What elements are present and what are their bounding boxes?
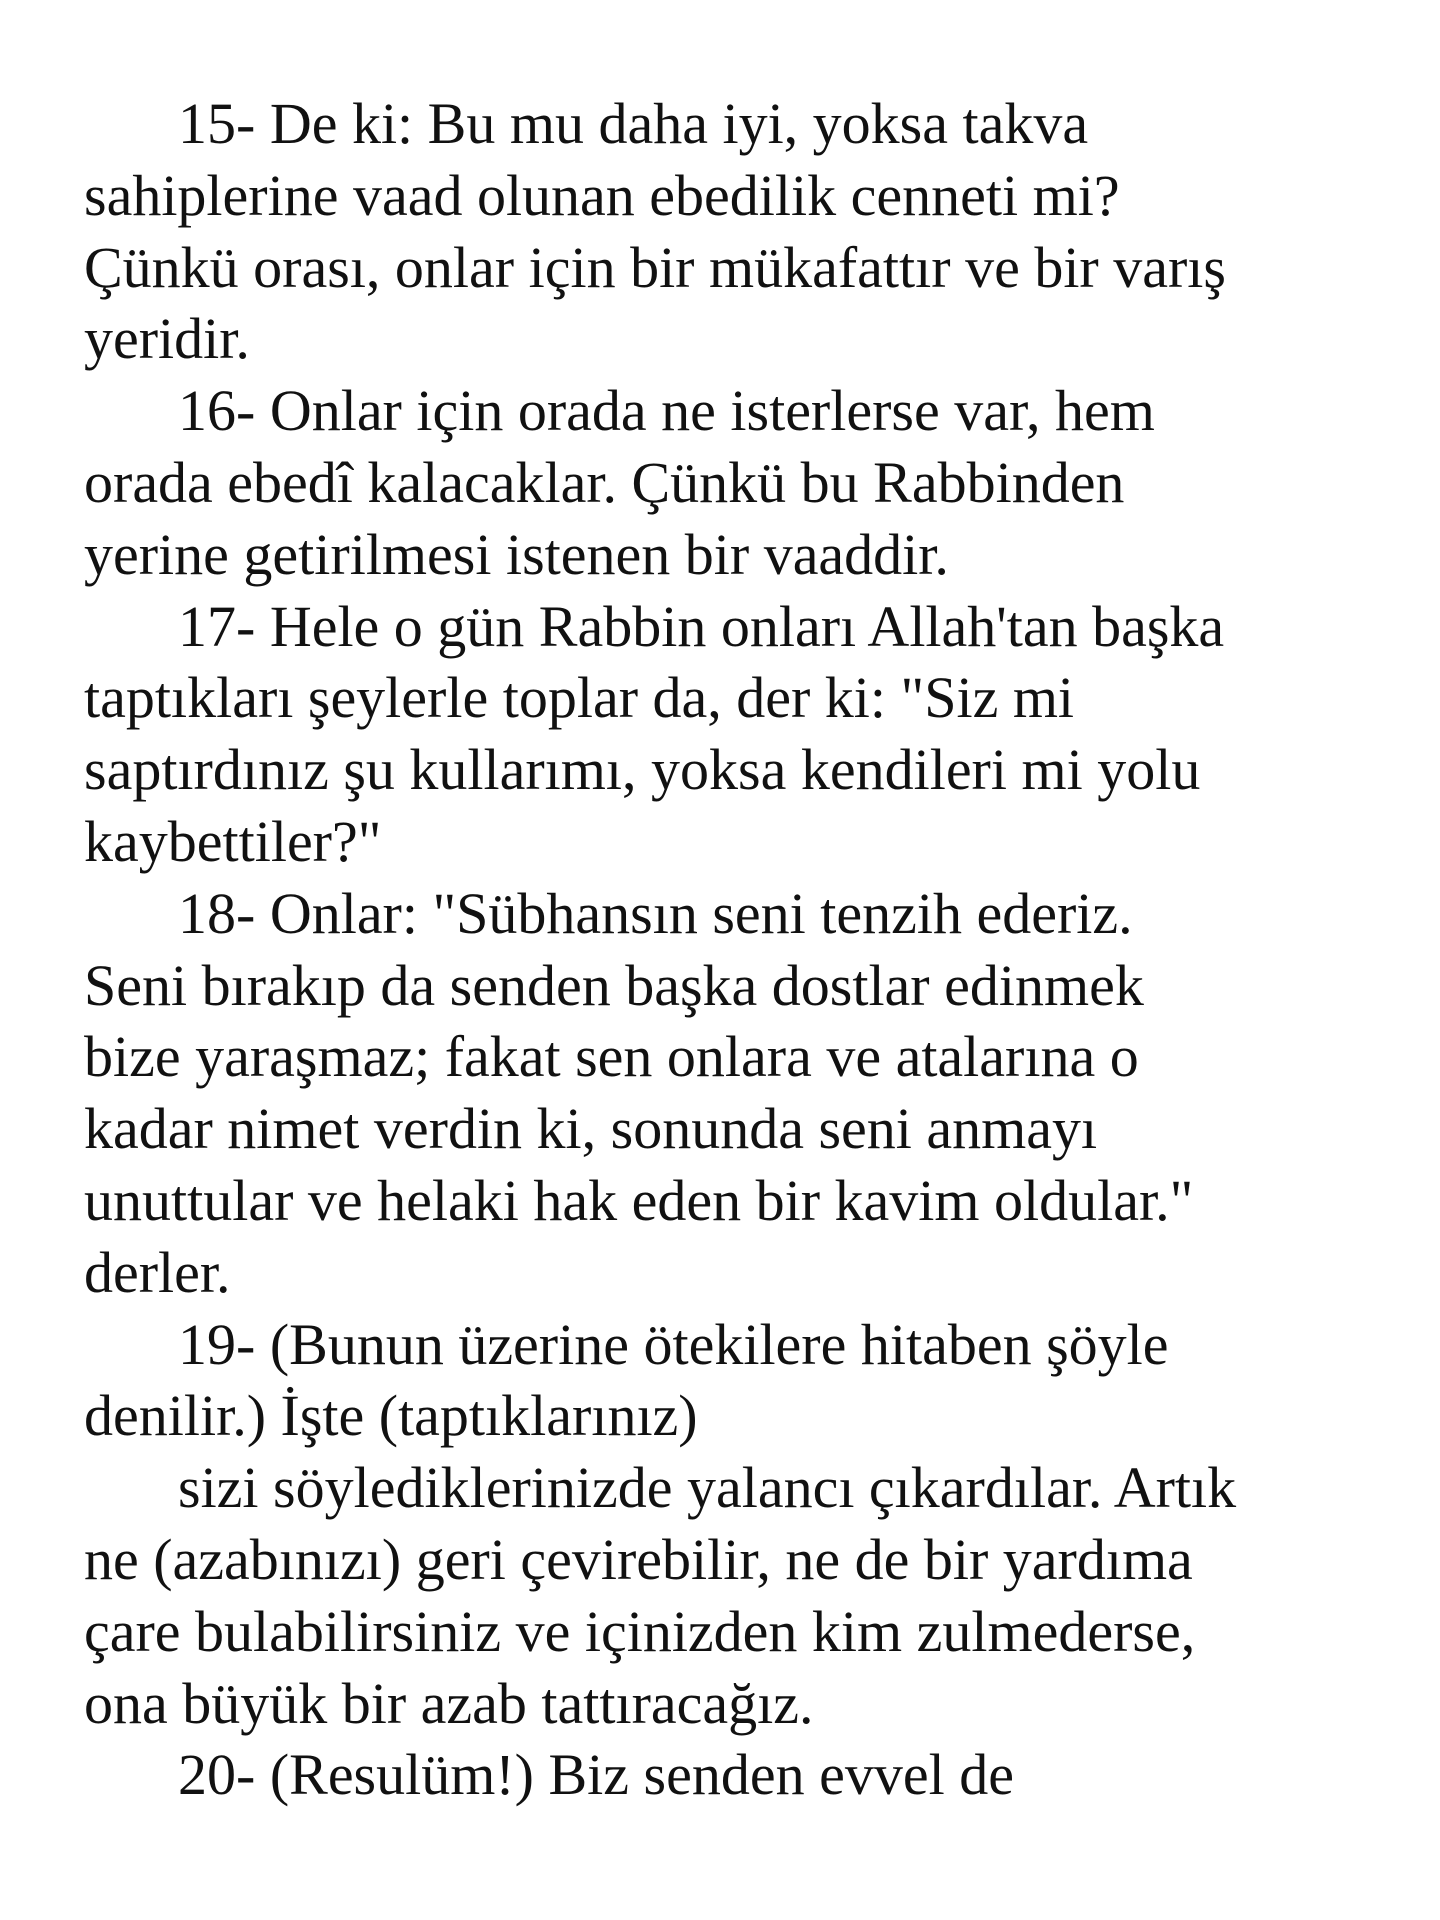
text-line: 17- Hele o gün Rabbin onları Allah'tan başka (178, 593, 1225, 659)
text-line: sahiplerine vaad olunan ebedilik cenneti mi? (84, 162, 1120, 228)
text-line: denilir.) İşte (taptıklarınız) (84, 1383, 698, 1449)
text-line: Seni bırakıp da senden başka dostlar edinmek (84, 952, 1144, 1018)
text-line: kaybettiler?" (84, 808, 382, 874)
text-line: kadar nimet verdin ki, sonunda seni anmayı (84, 1096, 1098, 1162)
text-line: bize yaraşmaz; fakat sen onlara ve atalarına o (84, 1024, 1139, 1090)
text-line: ona büyük bir azab tattıracağız. (84, 1670, 814, 1736)
text-line: çare bulabilirsiniz ve içinizden kim zulmederse, (84, 1598, 1196, 1664)
text-line: ne (azabınızı) geri çevirebilir, ne de bir yardıma (84, 1526, 1193, 1592)
text-line: 15- De ki: Bu mu daha iyi, yoksa takva (178, 91, 1089, 156)
text-line: 20- (Resulüm!) Biz senden evvel de (178, 1742, 1014, 1808)
text-line: 18- Onlar: "Sübhansın seni tenzih ederiz. (178, 880, 1133, 946)
text-line: yerine getirilmesi istenen bir vaaddir. (84, 521, 949, 587)
text-line: saptırdınız şu kullarımı, yoksa kendileri mi yolu (84, 737, 1201, 803)
text-line: derler. (84, 1239, 231, 1305)
text-line: sizi söylediklerinizde yalancı çıkardılar. Artık (178, 1455, 1237, 1521)
text-line: orada ebedî kalacaklar. Çünkü bu Rabbinden (84, 449, 1125, 515)
text-line: unuttular ve helaki hak eden bir kavim oldular." (84, 1167, 1194, 1233)
text-line: Çünkü orası, onlar için bir mükafattır ve bir varış (84, 234, 1226, 300)
text-line: 16- Onlar için orada ne isterlerse var, hem (178, 378, 1155, 444)
document-page (84, 88, 1384, 1811)
text-line: yeridir. (84, 306, 250, 372)
text-line: taptıkları şeylerle toplar da, der ki: "Siz mi (84, 665, 1075, 731)
text-line: 19- (Bunun üzerine ötekilere hitaben şöyle (178, 1311, 1169, 1377)
